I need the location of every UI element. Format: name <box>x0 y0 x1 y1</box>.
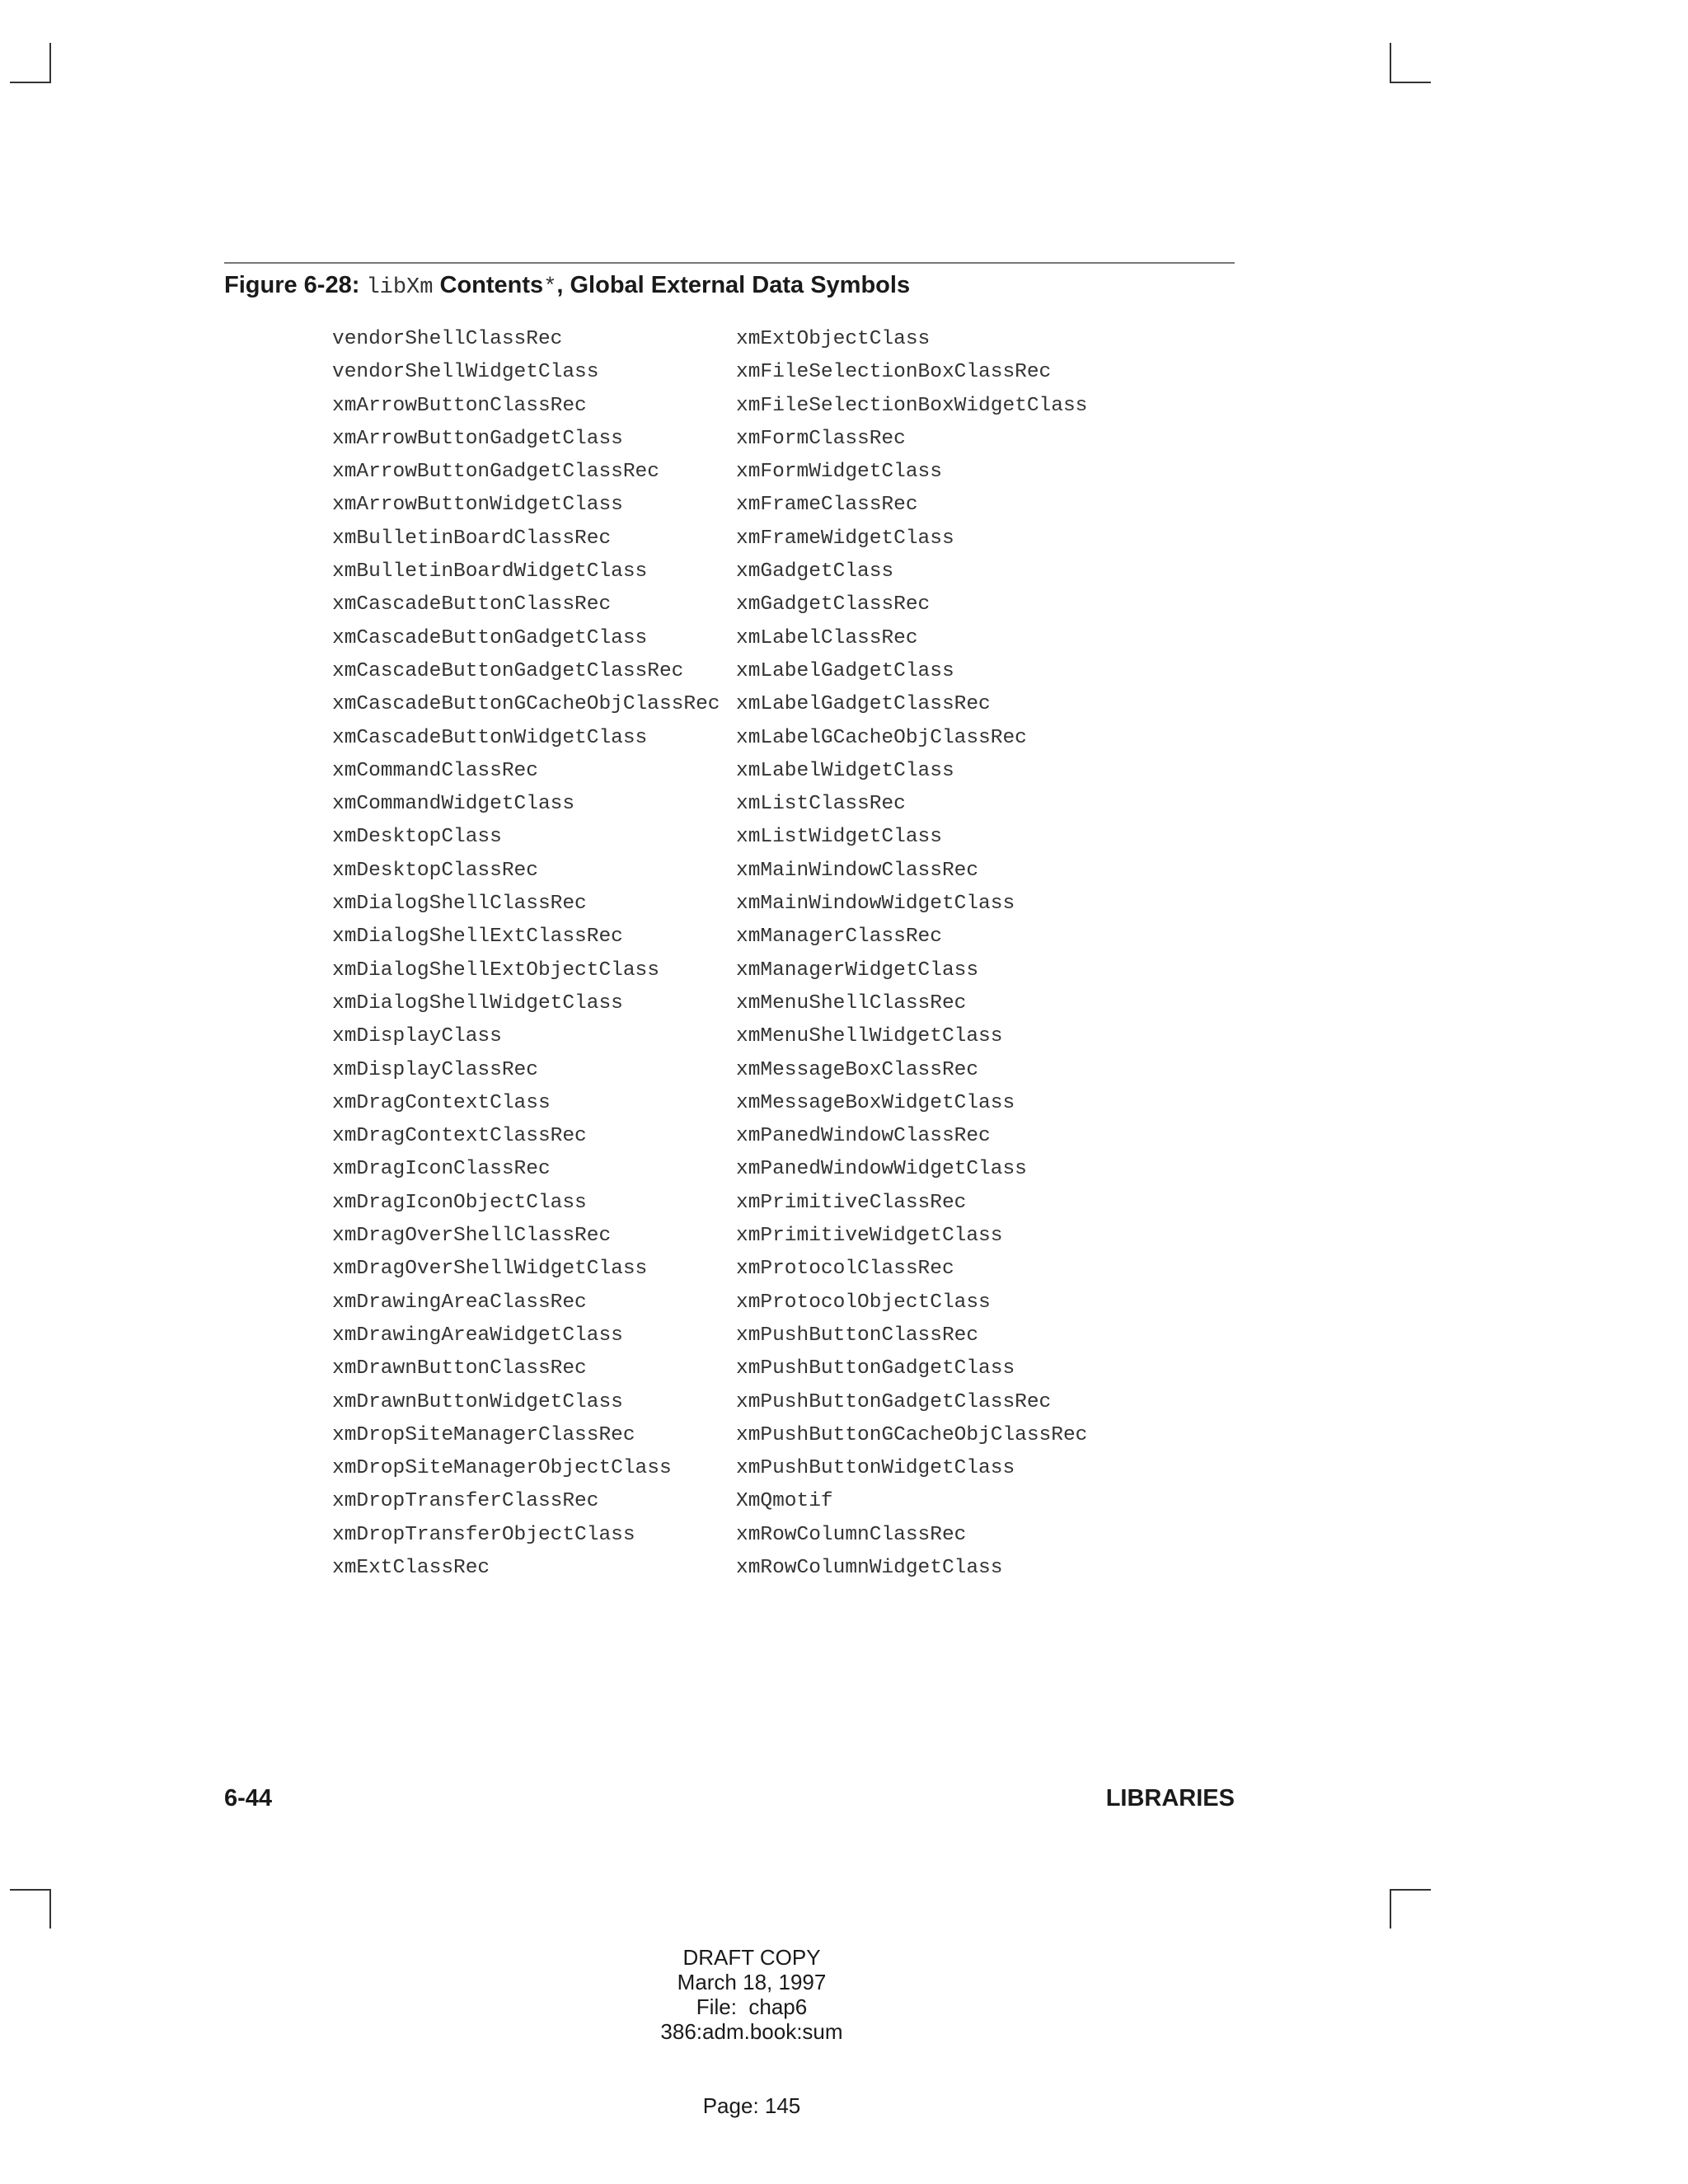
crop-mark-top-right-vertical <box>1390 43 1391 82</box>
draft-date-line: March 18, 1997 <box>677 1970 827 1994</box>
symbol-item: xmCommandWidgetClass <box>332 793 575 816</box>
symbol-item: xmDropSiteManagerClassRec <box>332 1423 635 1446</box>
symbol-item: xmDrawnButtonWidgetClass <box>332 1390 623 1413</box>
symbol-item: xmPushButtonWidgetClass <box>736 1457 1015 1480</box>
symbol-item: xmLabelGadgetClassRec <box>736 693 991 716</box>
symbol-item: xmFrameWidgetClass <box>736 527 954 550</box>
figure-contents-word: Contents <box>439 272 544 298</box>
figure-label: Figure 6-28: <box>224 272 360 298</box>
symbol-item: xmDialogShellExtObjectClass <box>332 958 659 982</box>
symbol-item: xmGadgetClassRec <box>736 593 931 616</box>
figure-asterisk: * <box>543 275 557 300</box>
crop-mark-top-right-horizontal <box>1390 82 1431 83</box>
symbol-item: xmRowColumnClassRec <box>736 1523 967 1546</box>
symbol-item: xmDragIconObjectClass <box>332 1191 587 1214</box>
symbol-item: xmCascadeButtonClassRec <box>332 593 612 616</box>
symbol-item: xmMenuShellWidgetClass <box>736 1025 1003 1048</box>
symbol-item: xmDisplayClass <box>332 1025 502 1048</box>
symbol-item: xmPushButtonClassRec <box>736 1324 979 1347</box>
symbol-item: xmManagerClassRec <box>736 926 942 949</box>
crop-mark-bottom-left-vertical <box>49 1889 51 1929</box>
draft-page-number: Page: 145 <box>702 2093 801 2118</box>
symbol-item: xmLabelWidgetClass <box>736 759 954 782</box>
symbol-item: xmDropTransferObjectClass <box>332 1523 635 1546</box>
symbol-item: xmDrawingAreaWidgetClass <box>332 1324 623 1347</box>
crop-mark-top-left-vertical <box>49 43 51 82</box>
section-name: LIBRARIES <box>1105 1785 1235 1811</box>
symbol-item: xmBulletinBoardWidgetClass <box>332 560 648 583</box>
symbol-item: xmPushButtonGadgetClassRec <box>736 1390 1052 1413</box>
symbol-item: xmFormClassRec <box>736 427 906 450</box>
symbol-item: xmExtClassRec <box>332 1556 490 1579</box>
symbol-item: xmDialogShellClassRec <box>332 893 587 916</box>
symbol-item: xmDialogShellWidgetClass <box>332 991 623 1015</box>
symbol-item: xmDisplayClassRec <box>332 1058 538 1081</box>
symbol-item: xmLabelGCacheObjClassRec <box>736 726 1027 749</box>
symbol-item: xmDragContextClassRec <box>332 1125 587 1148</box>
symbol-item: xmPanedWindowWidgetClass <box>736 1158 1027 1181</box>
symbol-item: xmDesktopClassRec <box>332 859 538 882</box>
symbol-item: xmPrimitiveWidgetClass <box>736 1225 1003 1248</box>
symbol-item: xmBulletinBoardClassRec <box>332 527 612 550</box>
symbol-item: xmDropSiteManagerObjectClass <box>332 1457 672 1480</box>
symbol-item: xmProtocolObjectClass <box>736 1291 991 1314</box>
symbol-item: xmDragIconClassRec <box>332 1158 551 1181</box>
symbol-item: xmDragOverShellClassRec <box>332 1225 612 1248</box>
draft-book-line: 386:adm.book:sum <box>660 2019 843 2044</box>
figure-title <box>224 267 910 303</box>
symbol-item: xmFileSelectionBoxWidgetClass <box>736 394 1088 417</box>
symbol-list-left <box>332 323 720 1585</box>
symbol-item: xmMessageBoxClassRec <box>736 1058 979 1081</box>
crop-mark-bottom-right-vertical <box>1390 1889 1391 1929</box>
symbol-item: xmArrowButtonGadgetClass <box>332 427 623 450</box>
figure-top-rule <box>224 262 1235 264</box>
symbol-item: xmRowColumnWidgetClass <box>736 1556 1003 1579</box>
symbol-item: xmDragOverShellWidgetClass <box>332 1258 648 1281</box>
symbol-item: xmListWidgetClass <box>736 826 942 849</box>
symbol-item: xmArrowButtonGadgetClassRec <box>332 461 659 484</box>
symbol-item: xmCascadeButtonGCacheObjClassRec <box>332 693 720 716</box>
symbol-item: xmCommandClassRec <box>332 759 538 782</box>
symbol-item: xmDrawingAreaClassRec <box>332 1291 587 1314</box>
symbol-item: xmCascadeButtonGadgetClass <box>332 626 648 649</box>
page-number-label: 6-44 <box>224 1785 273 1811</box>
symbol-item: xmFrameClassRec <box>736 494 918 517</box>
symbol-item: xmMainWindowClassRec <box>736 859 979 882</box>
symbol-item: xmArrowButtonClassRec <box>332 394 587 417</box>
symbol-item: xmExtObjectClass <box>736 328 931 350</box>
symbol-item: xmGadgetClass <box>736 560 894 583</box>
symbol-item: xmListClassRec <box>736 793 906 816</box>
symbol-item: xmMainWindowWidgetClass <box>736 893 1015 916</box>
symbol-item: xmPushButtonGadgetClass <box>736 1357 1015 1380</box>
symbol-item: xmMenuShellClassRec <box>736 991 967 1015</box>
crop-mark-top-left-horizontal <box>10 82 51 83</box>
symbol-list-right <box>736 323 1087 1585</box>
library-name: libXm <box>366 275 434 300</box>
symbol-item: xmDialogShellExtClassRec <box>332 926 623 949</box>
symbol-item: xmArrowButtonWidgetClass <box>332 494 623 517</box>
draft-file-line: File: chap6 <box>696 1994 808 2019</box>
symbol-item: xmDragContextClass <box>332 1091 551 1114</box>
symbol-item: xmDropTransferClassRec <box>332 1490 599 1513</box>
crop-mark-bottom-left-horizontal <box>10 1889 51 1891</box>
symbol-item: xmLabelClassRec <box>736 626 918 649</box>
symbol-item: xmPushButtonGCacheObjClassRec <box>736 1423 1088 1446</box>
symbol-item: vendorShellWidgetClass <box>332 361 599 384</box>
symbol-item: xmLabelGadgetClass <box>736 659 954 682</box>
symbol-item: xmFormWidgetClass <box>736 461 942 484</box>
symbol-item: xmManagerWidgetClass <box>736 958 979 982</box>
symbol-item: xmDesktopClass <box>332 826 502 849</box>
symbol-item: xmProtocolClassRec <box>736 1258 954 1281</box>
symbol-item: xmPrimitiveClassRec <box>736 1191 967 1214</box>
symbol-item: xmDrawnButtonClassRec <box>332 1357 587 1380</box>
symbol-item: XmQmotif <box>736 1490 833 1513</box>
draft-copy-line: DRAFT COPY <box>682 1945 821 1970</box>
symbol-item: xmMessageBoxWidgetClass <box>736 1091 1015 1114</box>
symbol-item: xmCascadeButtonGadgetClassRec <box>332 659 684 682</box>
figure-title-suffix: , Global External Data Symbols <box>556 272 911 298</box>
symbol-item: vendorShellClassRec <box>332 328 563 350</box>
symbol-item: xmFileSelectionBoxClassRec <box>736 361 1052 384</box>
symbol-item: xmCascadeButtonWidgetClass <box>332 726 648 749</box>
symbol-item: xmPanedWindowClassRec <box>736 1125 991 1148</box>
crop-mark-bottom-right-horizontal <box>1390 1889 1431 1891</box>
draft-stamp <box>587 1945 917 2044</box>
